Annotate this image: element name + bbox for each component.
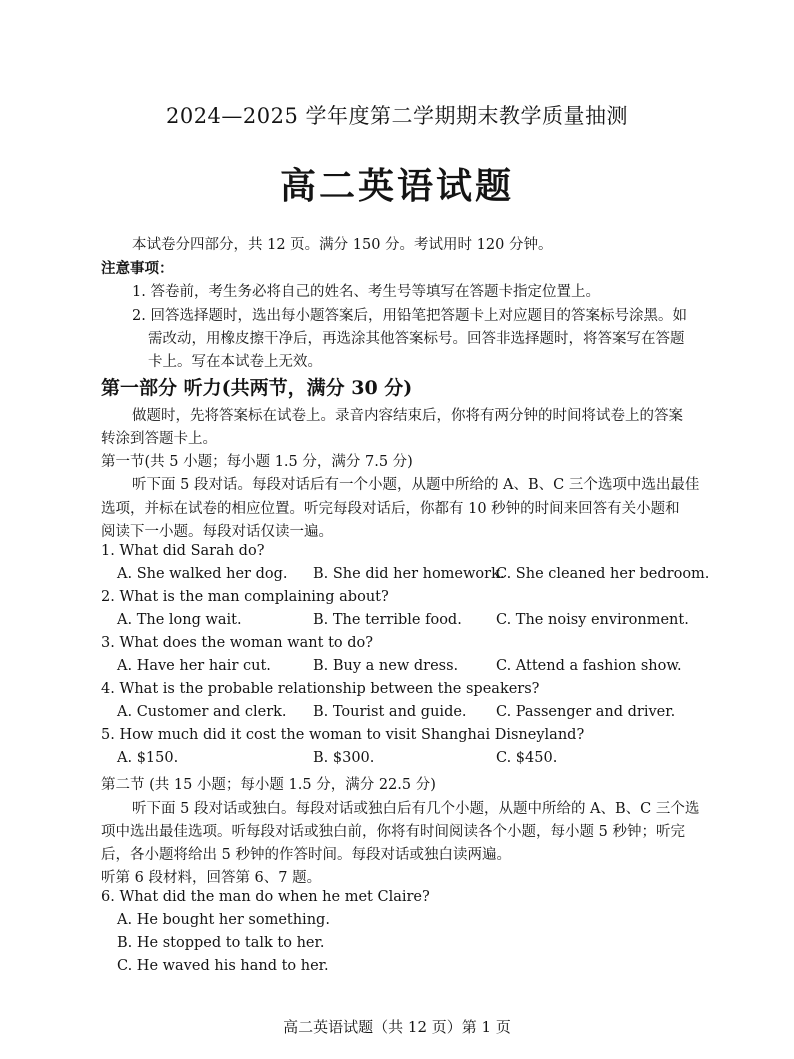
question-2-option-a: A. The long wait. xyxy=(117,612,242,628)
paper-summary: 本试卷分四部分，共 12 页。满分 150 分。考试用时 120 分钟。 xyxy=(132,237,553,253)
question-5: 5. How much did it cost the woman to visit Shanghai Disneyland? xyxy=(101,727,585,743)
exam-year-line: 2024—2025 学年度第二学期期末教学质量抽测 xyxy=(165,104,629,128)
section2-instruction-line-1: 听下面 5 段对话或独白。每段对话或独白后有几个小题，从题中所给的 A、B、C 三个选 xyxy=(132,801,700,817)
question-6-option-b: B. He stopped to talk to her. xyxy=(117,935,325,951)
section1-heading: 第一节(共 5 小题；每小题 1.5 分，满分 7.5 分) xyxy=(101,454,413,470)
question-6-option-c: C. He waved his hand to her. xyxy=(117,958,329,974)
question-4: 4. What is the probable relationship between the speakers? xyxy=(101,681,540,697)
part1-heading: 第一部分 听力(共两节，满分 30 分) xyxy=(101,377,413,399)
question-5-option-c: C. $450. xyxy=(496,750,558,766)
section2-instruction-line-2: 项中选出最佳选项。听每段对话或独白前，你将有时间阅读各个小题，每小题 5 秒钟；听完 xyxy=(101,824,685,840)
question-3-option-a: A. Have her hair cut. xyxy=(117,658,271,674)
question-3: 3. What does the woman want to do? xyxy=(101,635,374,651)
question-2-option-c: C. The noisy environment. xyxy=(496,612,689,628)
question-4-option-b: B. Tourist and guide. xyxy=(313,704,467,720)
question-4-option-c: C. Passenger and driver. xyxy=(496,704,676,720)
question-1-option-c: C. She cleaned her bedroom. xyxy=(496,566,710,582)
question-2-option-b: B. The terrible food. xyxy=(313,612,462,628)
section2-instruction-line-3: 后，各小题将给出 5 秒钟的作答时间。每段对话或独白读两遍。 xyxy=(101,847,511,863)
material-6-instruction: 听第 6 段材料，回答第 6、7 题。 xyxy=(101,870,322,886)
question-6-option-a: A. He bought her something. xyxy=(117,912,330,928)
question-6: 6. What did the man do when he met Claire? xyxy=(101,889,430,905)
notice-item-2-line-3: 卡上。写在本试卷上无效。 xyxy=(148,354,322,370)
notice-item-1: 1. 答卷前，考生务必将自己的姓名、考生号等填写在答题卡指定位置上。 xyxy=(132,284,600,300)
notice-item-2-line-2: 需改动，用橡皮擦干净后，再选涂其他答案标号。回答非选择题时，将答案写在答题 xyxy=(148,331,685,347)
notice-item-2-line-1: 2. 回答选择题时，选出每小题答案后，用铅笔把答题卡上对应题目的答案标号涂黑。如 xyxy=(132,308,687,324)
question-5-option-b: B. $300. xyxy=(313,750,375,766)
question-4-option-a: A. Customer and clerk. xyxy=(117,704,287,720)
question-1-option-b: B. She did her homework. xyxy=(313,566,505,582)
notice-label: 注意事项： xyxy=(101,260,174,277)
part1-instruction-line-2: 转涂到答题卡上。 xyxy=(101,431,217,447)
question-2: 2. What is the man complaining about? xyxy=(101,589,389,605)
question-1-option-a: A. She walked her dog. xyxy=(117,566,288,582)
section1-instruction-line-2: 选项，并标在试卷的相应位置。听完每段对话后，你都有 10 秒钟的时间来回答有关小题和 xyxy=(101,501,680,517)
part1-instruction-line-1: 做题时，先将答案标在试卷上。录音内容结束后，你将有两分钟的时间将试卷上的答案 xyxy=(132,408,683,424)
exam-title: 高二英语试题 xyxy=(279,165,514,207)
section2-heading: 第二节 (共 15 小题；每小题 1.5 分，满分 22.5 分) xyxy=(101,777,436,793)
question-5-option-a: A. $150. xyxy=(117,750,179,766)
question-1: 1. What did Sarah do? xyxy=(101,543,265,559)
section1-instruction-line-1: 听下面 5 段对话。每段对话后有一个小题，从题中所给的 A、B、C 三个选项中选出最佳 xyxy=(132,477,700,493)
question-3-option-c: C. Attend a fashion show. xyxy=(496,658,682,674)
page-footer: 高二英语试题（共 12 页）第 1 页 xyxy=(283,1018,511,1036)
section1-instruction-line-3: 阅读下一小题。每段对话仅读一遍。 xyxy=(101,524,333,540)
question-3-option-b: B. Buy a new dress. xyxy=(313,658,459,674)
